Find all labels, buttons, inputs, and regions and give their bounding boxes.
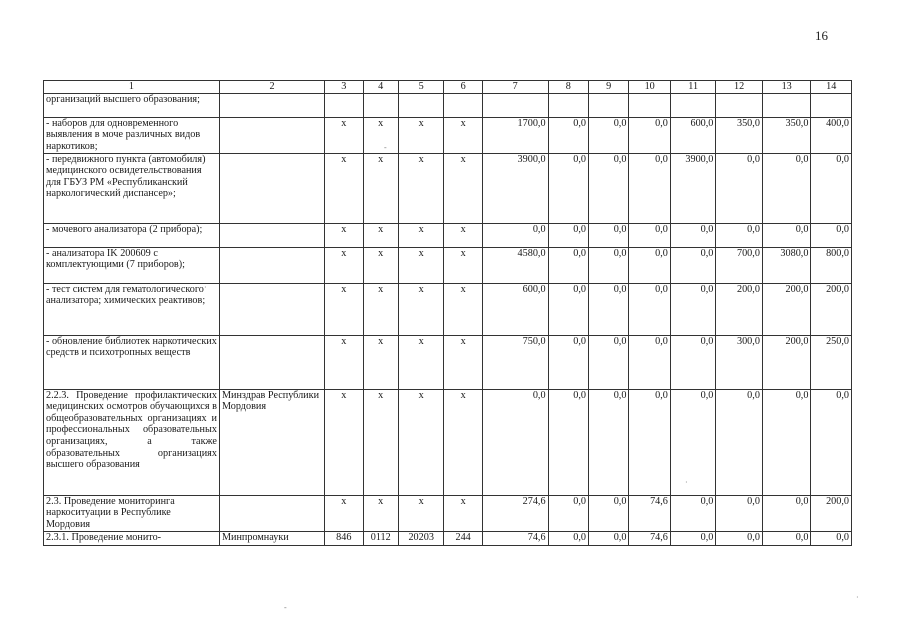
value-cell: 0,0 bbox=[589, 153, 629, 223]
value-cell: 700,0 bbox=[716, 247, 763, 283]
value-cell: 750,0 bbox=[482, 335, 548, 389]
value-cell: 350,0 bbox=[716, 117, 763, 153]
value-cell: 74,6 bbox=[629, 531, 670, 545]
executor-cell: Минпромнауки bbox=[219, 531, 324, 545]
value-cell: 0,0 bbox=[629, 223, 670, 247]
value-cell: 0,0 bbox=[548, 531, 588, 545]
scan-dot: - bbox=[284, 603, 287, 612]
executor-cell bbox=[219, 247, 324, 283]
header-row bbox=[44, 81, 852, 94]
column-header: 6 bbox=[444, 81, 482, 94]
value-cell: х bbox=[444, 117, 482, 153]
value-cell: 0,0 bbox=[716, 531, 763, 545]
value-cell bbox=[589, 93, 629, 117]
row-description-cell: - обновление библиотек наркотических средств и психотропных веществ bbox=[44, 335, 220, 389]
value-cell: 300,0 bbox=[716, 335, 763, 389]
row-description-cell: 2.3. Проведение мониторинга наркоситуации в Республике Мордовия bbox=[44, 495, 220, 531]
value-cell: х bbox=[363, 247, 398, 283]
table-row bbox=[44, 93, 852, 117]
value-cell: 200,0 bbox=[716, 283, 763, 335]
value-cell: 0,0 bbox=[716, 223, 763, 247]
table-row bbox=[44, 153, 852, 223]
value-cell: 0,0 bbox=[548, 117, 588, 153]
table-row bbox=[44, 531, 852, 545]
value-cell: х bbox=[444, 223, 482, 247]
value-cell: 600,0 bbox=[482, 283, 548, 335]
value-cell bbox=[363, 93, 398, 117]
row-description-cell: - мочевого анализатора (2 прибора); bbox=[44, 223, 220, 247]
executor-cell: Минздрав Республики Мордовия bbox=[219, 389, 324, 495]
table-row bbox=[44, 247, 852, 283]
table-row bbox=[44, 389, 852, 495]
value-cell bbox=[548, 93, 588, 117]
value-cell: х bbox=[444, 283, 482, 335]
value-cell: 74,6 bbox=[629, 495, 670, 531]
value-cell: 4580,0 bbox=[482, 247, 548, 283]
table-row bbox=[44, 283, 852, 335]
value-cell: 0,0 bbox=[670, 531, 716, 545]
value-cell: х bbox=[398, 283, 444, 335]
value-cell: х bbox=[325, 495, 363, 531]
value-cell: х bbox=[398, 153, 444, 223]
executor-cell bbox=[219, 153, 324, 223]
value-cell: 0,0 bbox=[629, 117, 670, 153]
value-cell: 0,0 bbox=[629, 153, 670, 223]
value-cell: х bbox=[444, 495, 482, 531]
value-cell bbox=[716, 93, 763, 117]
executor-cell bbox=[219, 335, 324, 389]
row-description-cell: - наборов для одновременного выявления в моче различных видов наркотиков; bbox=[44, 117, 220, 153]
column-header: 7 bbox=[482, 81, 548, 94]
value-cell: 1700,0 bbox=[482, 117, 548, 153]
value-cell: 3900,0 bbox=[482, 153, 548, 223]
value-cell: 0,0 bbox=[589, 247, 629, 283]
value-cell: 0,0 bbox=[548, 389, 588, 495]
value-cell: 600,0 bbox=[670, 117, 716, 153]
value-cell: 200,0 bbox=[762, 283, 811, 335]
value-cell: 0,0 bbox=[670, 495, 716, 531]
value-cell: 0,0 bbox=[670, 283, 716, 335]
table-row bbox=[44, 223, 852, 247]
row-description-cell: 2.2.3. Проведение профилактических медицинских осмотров обучающихся в общеобразовательных организациях и профессиональных образовательных организациях, а также образовательных организациях высшего образования bbox=[44, 389, 220, 495]
value-cell: 0,0 bbox=[589, 283, 629, 335]
column-header: 8 bbox=[548, 81, 588, 94]
value-cell: 0,0 bbox=[670, 223, 716, 247]
value-cell: 0112 bbox=[363, 531, 398, 545]
executor-cell bbox=[219, 283, 324, 335]
value-cell: 0,0 bbox=[716, 495, 763, 531]
column-header: 1 bbox=[44, 81, 220, 94]
value-cell: 274,6 bbox=[482, 495, 548, 531]
value-cell: 200,0 bbox=[811, 495, 852, 531]
value-cell bbox=[811, 93, 852, 117]
row-description-cell: - передвижного пункта (автомобиля) медицинского освидетельствования для ГБУЗ РМ «Республиканский наркологический диспансер»; bbox=[44, 153, 220, 223]
value-cell: 0,0 bbox=[548, 247, 588, 283]
value-cell: 0,0 bbox=[629, 335, 670, 389]
column-header: 2 bbox=[219, 81, 324, 94]
value-cell bbox=[670, 93, 716, 117]
value-cell: 0,0 bbox=[716, 389, 763, 495]
page-number: 16 bbox=[815, 28, 828, 43]
value-cell: 0,0 bbox=[670, 247, 716, 283]
value-cell: х bbox=[363, 495, 398, 531]
value-cell: 20203 bbox=[398, 531, 444, 545]
value-cell: х bbox=[398, 389, 444, 495]
value-cell: 0,0 bbox=[629, 283, 670, 335]
value-cell: 0,0 bbox=[589, 117, 629, 153]
value-cell: 0,0 bbox=[670, 389, 716, 495]
value-cell: х bbox=[444, 389, 482, 495]
executor-cell bbox=[219, 495, 324, 531]
scan-dot: - bbox=[384, 143, 387, 152]
value-cell: 200,0 bbox=[762, 335, 811, 389]
value-cell: 0,0 bbox=[629, 247, 670, 283]
value-cell: 0,0 bbox=[589, 389, 629, 495]
table-row bbox=[44, 335, 852, 389]
value-cell: 0,0 bbox=[589, 531, 629, 545]
value-cell: х bbox=[444, 247, 482, 283]
value-cell: х bbox=[363, 389, 398, 495]
value-cell: х bbox=[363, 223, 398, 247]
column-header: 11 bbox=[670, 81, 716, 94]
value-cell: х bbox=[398, 495, 444, 531]
value-cell: 846 bbox=[325, 531, 363, 545]
value-cell: х bbox=[363, 117, 398, 153]
value-cell: 244 bbox=[444, 531, 482, 545]
value-cell: х bbox=[325, 223, 363, 247]
value-cell: х bbox=[325, 283, 363, 335]
value-cell: 250,0 bbox=[811, 335, 852, 389]
column-header: 13 bbox=[762, 81, 811, 94]
executor-cell bbox=[219, 93, 324, 117]
value-cell: 0,0 bbox=[482, 223, 548, 247]
value-cell: 0,0 bbox=[548, 283, 588, 335]
value-cell: 0,0 bbox=[762, 153, 811, 223]
table-row bbox=[44, 117, 852, 153]
executor-cell bbox=[219, 117, 324, 153]
value-cell bbox=[398, 93, 444, 117]
value-cell bbox=[444, 93, 482, 117]
value-cell: х bbox=[325, 335, 363, 389]
value-cell bbox=[762, 93, 811, 117]
column-header: 14 bbox=[811, 81, 852, 94]
scan-dot: · bbox=[204, 283, 207, 292]
column-header: 12 bbox=[716, 81, 763, 94]
value-cell: 200,0 bbox=[811, 283, 852, 335]
table-row bbox=[44, 495, 852, 531]
column-header: 9 bbox=[589, 81, 629, 94]
value-cell: х bbox=[325, 117, 363, 153]
value-cell: 0,0 bbox=[548, 153, 588, 223]
row-description-cell: - анализатора IK 200609 с комплектующими (7 приборов); bbox=[44, 247, 220, 283]
value-cell: 0,0 bbox=[811, 223, 852, 247]
value-cell: х bbox=[398, 335, 444, 389]
row-description-cell: 2.3.1. Проведение монито- bbox=[44, 531, 220, 545]
budget-table bbox=[43, 80, 852, 546]
value-cell: х bbox=[444, 335, 482, 389]
value-cell: 0,0 bbox=[482, 389, 548, 495]
value-cell: х bbox=[325, 389, 363, 495]
value-cell: 0,0 bbox=[589, 335, 629, 389]
column-header: 4 bbox=[363, 81, 398, 94]
value-cell: 0,0 bbox=[811, 153, 852, 223]
value-cell: х bbox=[363, 283, 398, 335]
value-cell: 400,0 bbox=[811, 117, 852, 153]
column-header: 10 bbox=[629, 81, 670, 94]
column-header: 5 bbox=[398, 81, 444, 94]
value-cell: 0,0 bbox=[762, 223, 811, 247]
value-cell: х bbox=[325, 153, 363, 223]
value-cell: 0,0 bbox=[670, 335, 716, 389]
value-cell: 0,0 bbox=[811, 389, 852, 495]
value-cell: 0,0 bbox=[716, 153, 763, 223]
value-cell: 0,0 bbox=[548, 495, 588, 531]
value-cell: 0,0 bbox=[762, 495, 811, 531]
value-cell: х bbox=[363, 153, 398, 223]
value-cell: 74,6 bbox=[482, 531, 548, 545]
value-cell: 350,0 bbox=[762, 117, 811, 153]
value-cell: 0,0 bbox=[548, 223, 588, 247]
value-cell: 3080,0 bbox=[762, 247, 811, 283]
value-cell: х bbox=[325, 247, 363, 283]
value-cell: 0,0 bbox=[589, 223, 629, 247]
scan-dot: · bbox=[856, 593, 859, 602]
executor-cell bbox=[219, 223, 324, 247]
value-cell: х bbox=[444, 153, 482, 223]
value-cell: х bbox=[398, 247, 444, 283]
value-cell: 0,0 bbox=[811, 531, 852, 545]
value-cell: х bbox=[363, 335, 398, 389]
column-header: 3 bbox=[325, 81, 363, 94]
value-cell: 0,0 bbox=[762, 389, 811, 495]
row-description-cell: организаций высшего образования; bbox=[44, 93, 220, 117]
value-cell: 3900,0 bbox=[670, 153, 716, 223]
value-cell bbox=[629, 93, 670, 117]
value-cell: 0,0 bbox=[548, 335, 588, 389]
value-cell bbox=[325, 93, 363, 117]
row-description-cell: - тест систем для гематологического анализатора; химических реактивов; bbox=[44, 283, 220, 335]
value-cell: 0,0 bbox=[589, 495, 629, 531]
value-cell: 0,0 bbox=[762, 531, 811, 545]
value-cell: х bbox=[398, 223, 444, 247]
scan-dot: · bbox=[685, 478, 688, 487]
value-cell: 0,0 bbox=[629, 389, 670, 495]
value-cell: х bbox=[398, 117, 444, 153]
value-cell: 800,0 bbox=[811, 247, 852, 283]
value-cell bbox=[482, 93, 548, 117]
